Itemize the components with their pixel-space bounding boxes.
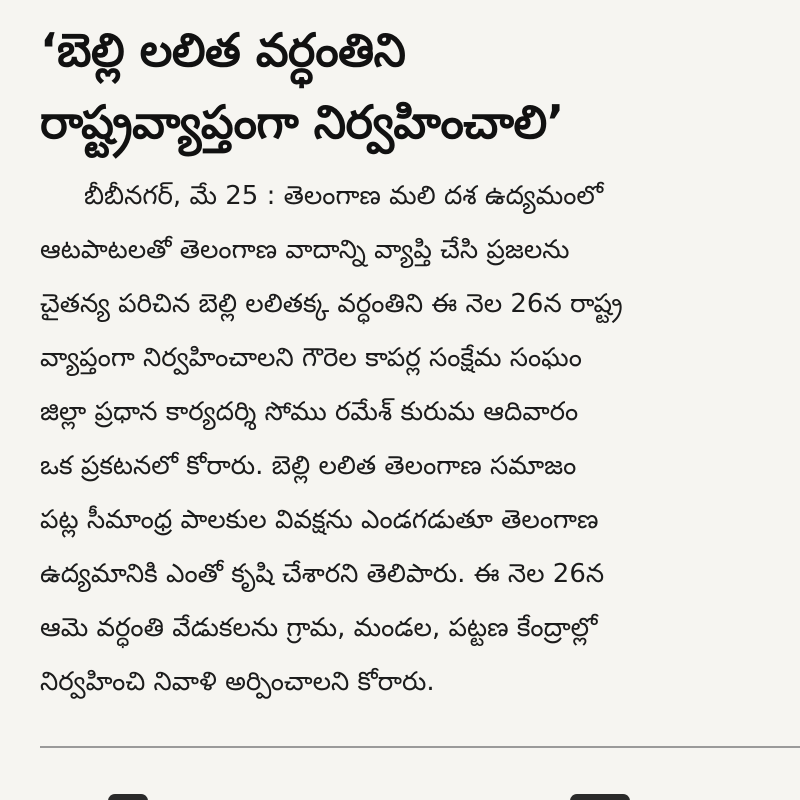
body-line: ఒక ప్రకటనలో కోరారు. బెల్లి లలిత తెలంగాణ సమాజం xyxy=(40,451,577,481)
body-line: చైతన్య పరిచిన బెల్లి లలితక్క వర్ధంతిని ఈ నెల 26న రాష్ట్ర xyxy=(40,289,623,319)
column-divider xyxy=(40,746,800,748)
body-line: ఆటపాటలతో తెలంగాణ వాదాన్ని వ్యాప్తి చేసి ప్రజలను xyxy=(40,235,570,265)
next-article-fragment xyxy=(100,782,660,800)
body-line: ఉద్యమానికి ఎంతో కృషి చేశారని తెలిపారు. ఈ నెల 26న xyxy=(40,559,605,589)
body-line: పట్ల సీమాంధ్ర పాలకుల వివక్షను ఎండగడుతూ తెలంగాణ xyxy=(40,505,599,535)
body-line: జిల్లా ప్రధాన కార్యదర్శి సోము రమేశ్ కురుమ ఆదివారం xyxy=(40,397,579,427)
headline-line: రాష్ట్రవ్యాప్తంగా నిర్వహించాలి’ xyxy=(40,95,564,149)
body-line: ఆమె వర్ధంతి వేడుకలను గ్రామ, మండల, పట్టణ కేంద్రాల్లో xyxy=(40,613,598,643)
article-headline xyxy=(40,14,800,158)
body-line: బీబీనగర్, మే 25 : తెలంగాణ మలి దశ ఉద్యమంలో xyxy=(84,181,604,211)
cropped-glyph xyxy=(108,794,148,800)
body-line: నిర్వహించి నివాళి అర్పించాలని కోరారు. xyxy=(40,667,435,697)
article-body xyxy=(40,174,800,714)
cropped-glyph xyxy=(570,794,630,800)
headline-line: ‘బెల్లి లలిత వర్ధంతిని xyxy=(40,23,406,77)
body-line: వ్యాప్తంగా నిర్వహించాలని గౌరెల కాపర్ల సంక్షేమ సంఘం xyxy=(40,343,582,373)
